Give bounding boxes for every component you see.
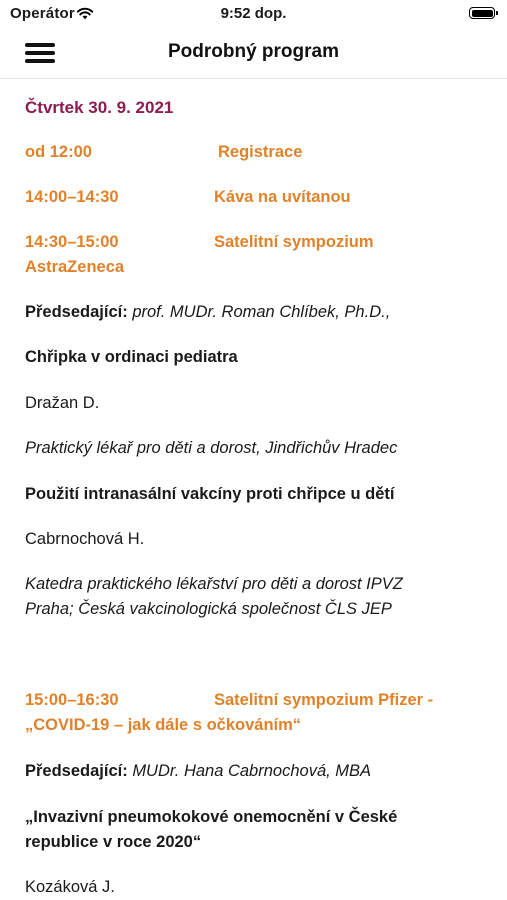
slot-time: od 12:00 bbox=[25, 143, 92, 161]
slot-time: 15:00–16:30 bbox=[25, 691, 119, 709]
talk-speaker: Kozáková J. bbox=[25, 878, 115, 896]
affiliation-line: Katedra praktického lékařství pro děti a dorost IPVZ bbox=[25, 575, 403, 593]
status-bar bbox=[0, 0, 507, 28]
battery-icon bbox=[469, 7, 495, 19]
chairperson-name: prof. MUDr. Roman Chlíbek, Ph.D., bbox=[132, 303, 391, 321]
slot-title: Registrace bbox=[218, 143, 303, 161]
talk-title-line: „Invazivní pneumokokové onemocnění v České bbox=[25, 808, 398, 826]
slot-title-continuation: AstraZeneca bbox=[25, 258, 125, 276]
talk-affiliation: Praktický lékař pro děti a dorost, Jindřichův Hradec bbox=[25, 439, 398, 457]
slot-time: 14:30–15:00 bbox=[25, 233, 119, 251]
chairperson-2 bbox=[25, 759, 489, 784]
slot-title-continuation: „COVID-19 – jak dále s očkováním“ bbox=[25, 716, 302, 734]
slot-coffee bbox=[25, 185, 489, 210]
slot-symposium-pfizer bbox=[25, 688, 489, 738]
navigation-bar bbox=[0, 28, 507, 79]
page-title: Podrobný program bbox=[167, 41, 339, 62]
chairperson-label: Předsedající: bbox=[25, 762, 128, 780]
talk-title: Chřipka v ordinaci pediatra bbox=[25, 348, 238, 366]
chairperson-label: Předsedající: bbox=[25, 303, 128, 321]
talk-title bbox=[25, 805, 489, 855]
talk-speaker: Cabrnochová H. bbox=[25, 530, 145, 548]
slot-title: Satelitní sympozium bbox=[214, 233, 374, 251]
chairperson-name: MUDr. Hana Cabrnochová, MBA bbox=[132, 762, 372, 780]
slot-title: Káva na uvítanou bbox=[214, 188, 351, 206]
slot-title: Satelitní sympozium Pfizer - bbox=[214, 691, 434, 709]
carrier-label: Operátor bbox=[10, 5, 75, 22]
affiliation-line: Praha; Česká vakcinologická společnost ČLS JEP bbox=[25, 600, 392, 618]
talk-affiliation bbox=[25, 572, 489, 622]
talk-title: Použití intranasální vakcíny proti chřipce u dětí bbox=[25, 485, 395, 503]
clock: 9:52 dop. bbox=[220, 5, 287, 22]
chairperson-1 bbox=[25, 300, 489, 325]
slot-registration bbox=[25, 140, 489, 165]
slot-time: 14:00–14:30 bbox=[25, 188, 119, 206]
talk-title-line: republice v roce 2020“ bbox=[25, 833, 202, 851]
slot-symposium-astrazeneca bbox=[25, 230, 489, 280]
day-heading: Čtvrtek 30. 9. 2021 bbox=[25, 98, 174, 117]
talk-speaker: Dražan D. bbox=[25, 394, 100, 412]
